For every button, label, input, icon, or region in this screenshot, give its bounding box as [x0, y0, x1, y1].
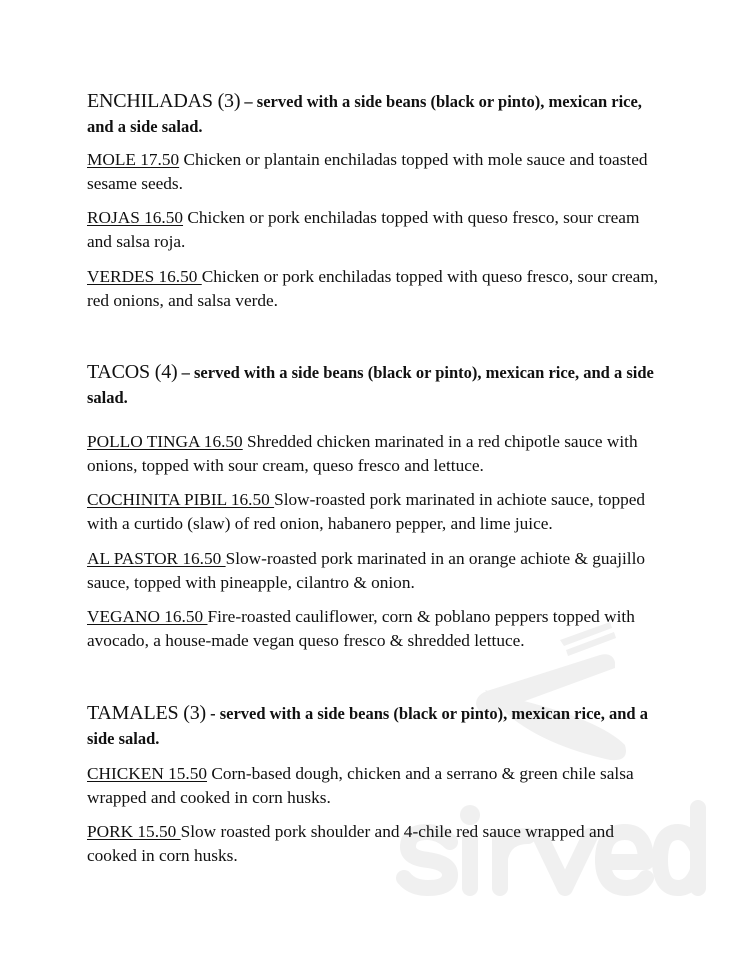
- item-description: Chicken or plantain enchiladas topped with mole sauce and toasted sesame seeds.: [87, 150, 648, 193]
- menu-item: [87, 762, 667, 810]
- menu-item: [87, 265, 667, 313]
- item-description: Chicken or pork enchiladas topped with queso fresco, sour cream, red onions, and salsa verde.: [87, 267, 659, 310]
- section-subtitle: – served with a side beans (black or pinto), mexican rice, and a side salad.: [87, 92, 642, 136]
- item-name-price: VERDES 16.50: [87, 267, 202, 286]
- section-heading: [87, 89, 667, 139]
- item-description: Slow-roasted pork marinated in an orange achiote & guajillo sauce, topped with pineapple, cilantro & onion.: [87, 549, 646, 592]
- menu-item: [87, 148, 667, 196]
- section-heading: [87, 701, 667, 751]
- menu-item: [87, 488, 667, 536]
- section-title: TAMALES (3): [87, 702, 206, 724]
- section-tacos: [87, 360, 667, 653]
- menu-item: [87, 605, 667, 653]
- section-enchiladas: [87, 89, 667, 313]
- item-name-price: CHICKEN 15.50: [87, 764, 208, 783]
- item-name-price: ROJAS 16.50: [87, 208, 184, 227]
- item-description: Corn-based dough, chicken and a serrano & green chile salsa wrapped and cooked in corn husks.: [87, 764, 634, 807]
- menu-item: [87, 547, 667, 595]
- item-description: Shredded chicken marinated in a red chipotle sauce with onions, topped with sour cream, queso fresco and lettuce.: [87, 432, 638, 475]
- item-name-price: MOLE 17.50: [87, 150, 180, 169]
- section-title: ENCHILADAS (3): [87, 90, 241, 112]
- menu-item: [87, 820, 667, 868]
- item-description: Slow-roasted pork marinated in achiote sauce, topped with a curtido (slaw) of red onion, habanero pepper, and lime juice.: [87, 490, 646, 533]
- section-heading: [87, 360, 667, 410]
- item-name-price: POLLO TINGA 16.50: [87, 432, 243, 451]
- item-name-price: PORK 15.50: [87, 822, 181, 841]
- section-subtitle: – served with a side beans (black or pinto), mexican rice, and a side salad.: [87, 363, 654, 407]
- item-name-price: AL PASTOR 16.50: [87, 549, 226, 568]
- item-description: Slow roasted pork shoulder and 4-chile red sauce wrapped and cooked in corn husks.: [87, 822, 614, 865]
- section-title: TACOS (4): [87, 361, 178, 383]
- item-description: Fire-roasted cauliflower, corn & poblano peppers topped with avocado, a house-made vegan queso fresco & shredded lettuce.: [87, 607, 635, 650]
- menu-item: [87, 430, 667, 478]
- item-name-price: COCHINITA PIBIL 16.50: [87, 490, 275, 509]
- section-tamales: [87, 701, 667, 868]
- item-description: Chicken or pork enchiladas topped with queso fresco, sour cream and salsa roja.: [87, 208, 640, 251]
- section-subtitle: - served with a side beans (black or pinto), mexican rice, and a side salad.: [87, 704, 648, 748]
- item-name-price: VEGANO 16.50: [87, 607, 208, 626]
- menu-item: [87, 206, 667, 254]
